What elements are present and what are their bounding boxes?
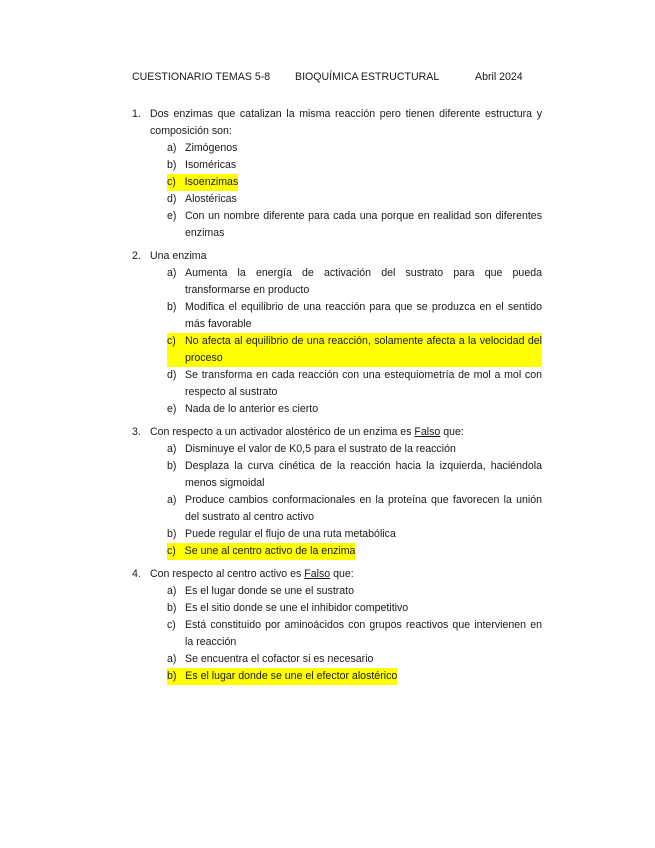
option <box>167 157 542 174</box>
option-letter: e) <box>167 210 177 222</box>
option <box>167 401 542 418</box>
question-text: Dos enzimas que catalizan la misma reacción pero tienen diferente estructura y composición son: <box>150 108 542 137</box>
option-text: Disminuye el valor de K0,5 para el sustrato de la reacción <box>185 443 456 455</box>
question-text: Una enzima <box>150 250 207 262</box>
option-letter: e) <box>167 403 177 415</box>
option <box>167 583 542 600</box>
option <box>167 140 542 157</box>
page-header <box>132 71 542 87</box>
option <box>167 617 542 651</box>
option-letter: b) <box>167 301 177 313</box>
question-text: Con respecto al centro activo es Falso que: <box>150 568 354 580</box>
option <box>167 191 542 208</box>
option <box>167 526 542 543</box>
option-highlighted <box>167 668 542 685</box>
option-text: Isoméricas <box>185 159 237 171</box>
question-number: 1. <box>132 108 141 120</box>
option <box>167 208 542 242</box>
option-text: Se transforma en cada reacción con una estequiometría de mol a mol con respecto al sustrato <box>185 369 542 398</box>
option-text: Está constituido por aminoácidos con grupos reactivos que intervienen en la reacción <box>185 619 542 648</box>
option-letter: d) <box>167 193 177 205</box>
question-text: Con respecto a un activador alostérico de un enzima es Falso que: <box>150 426 464 438</box>
falso-underlined: Falso <box>304 568 331 580</box>
option <box>167 458 542 492</box>
option-letter: c) <box>167 333 185 367</box>
option-highlighted <box>167 333 542 367</box>
option-letter: c) <box>167 545 176 557</box>
option-text: Alostéricas <box>185 193 237 205</box>
option <box>167 441 542 458</box>
option-text: Puede regular el flujo de una ruta metabólica <box>185 528 396 540</box>
header-title: CUESTIONARIO TEMAS 5-8 <box>132 71 271 83</box>
question-2 <box>132 248 542 418</box>
option-text: Es el sitio donde se une el inhibidor competitivo <box>185 602 409 614</box>
option-text: Nada de lo anterior es cierto <box>185 403 319 415</box>
option-letter: a) <box>167 494 177 506</box>
option-text: Zimógenos <box>185 142 238 154</box>
option <box>167 265 542 299</box>
option-letter: a) <box>167 142 177 154</box>
header-subject: BIOQUÍMICA ESTRUCTURAL <box>295 71 440 83</box>
option-letter: a) <box>167 653 177 665</box>
question-number: 4. <box>132 568 141 580</box>
option-text: Modifica el equilibrio de una reacción para que se produzca en el sentido más favorable <box>185 301 542 330</box>
option <box>167 600 542 617</box>
option <box>167 492 542 526</box>
option-letter: d) <box>167 369 177 381</box>
question-1 <box>132 106 542 242</box>
option-text: Se une al centro activo de la enzima <box>184 545 356 557</box>
option <box>167 651 542 668</box>
option-text: Es el lugar donde se une el efector alostérico <box>185 670 398 682</box>
option-letter: c) <box>167 176 176 188</box>
question-4 <box>132 566 542 685</box>
option-letter: b) <box>167 670 177 682</box>
question-number: 3. <box>132 426 141 438</box>
option-text: Desplaza la curva cinética de la reacción hacia la izquierda, haciéndola menos sigmoidal <box>185 460 542 489</box>
option <box>167 299 542 333</box>
option-text: Es el lugar donde se une el sustrato <box>185 585 355 597</box>
option-letter: a) <box>167 267 177 279</box>
option-letter: b) <box>167 528 177 540</box>
option-letter: a) <box>167 585 177 597</box>
option-text: No afecta al equilibrio de una reacción, solamente afecta a la velocidad del proceso <box>185 333 542 367</box>
option <box>167 367 542 401</box>
option-highlighted <box>167 543 542 560</box>
option-text: Aumenta la energía de activación del sustrato para que pueda transformarse en producto <box>185 267 542 296</box>
option-highlighted <box>167 174 542 191</box>
option-letter: b) <box>167 159 177 171</box>
option-letter: b) <box>167 602 177 614</box>
falso-underlined: Falso <box>414 426 441 438</box>
header-date: Abril 2024 <box>475 71 523 83</box>
option-text: Produce cambios conformacionales en la proteína que favorecen la unión del sustrato al centro activo <box>185 494 542 523</box>
question-3 <box>132 424 542 560</box>
option-letter: b) <box>167 460 177 472</box>
questionnaire <box>132 106 542 691</box>
option-text: Isoenzimas <box>184 176 239 188</box>
option-text: Se encuentra el cofactor si es necesario <box>185 653 374 665</box>
option-letter: a) <box>167 443 177 455</box>
question-number: 2. <box>132 250 141 262</box>
option-letter: c) <box>167 619 176 631</box>
option-text: Con un nombre diferente para cada una porque en realidad son diferentes enzimas <box>185 210 542 239</box>
